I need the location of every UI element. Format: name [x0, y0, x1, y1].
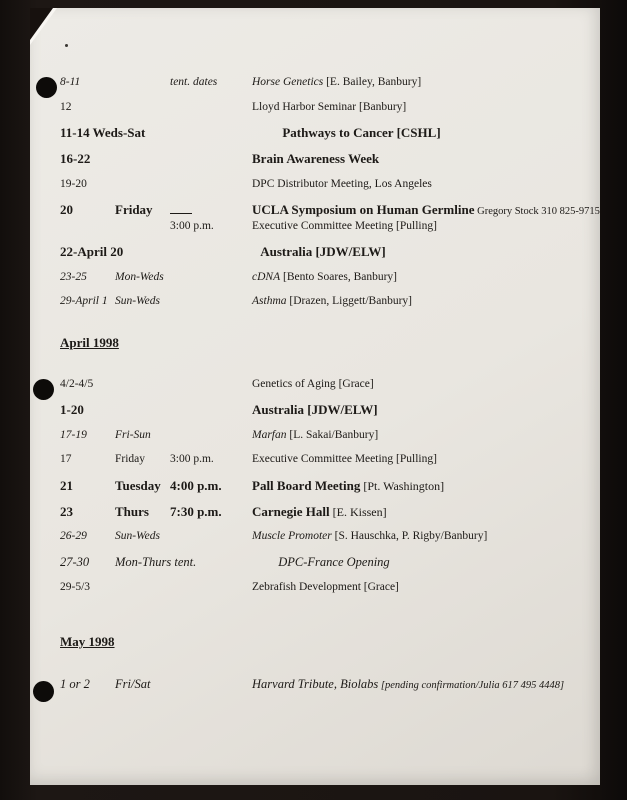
schedule-row [60, 453, 588, 467]
schedule-row [60, 378, 588, 392]
date-text: 17 [60, 453, 72, 466]
date-cell [60, 244, 123, 259]
date-text: 8-11 [60, 76, 81, 88]
date-cell [60, 677, 115, 692]
desc-cell [252, 504, 588, 519]
schedule-row [60, 555, 588, 570]
time-text: tent. dates [170, 76, 218, 88]
day-cell [115, 271, 170, 285]
hole-punch [36, 77, 57, 98]
day-cell [115, 295, 170, 309]
day-cell [115, 555, 196, 570]
day-cell [115, 530, 170, 544]
time-cell [170, 453, 252, 467]
desc-text: Executive Committee Meeting [252, 453, 394, 466]
desc-text: [S. Hauschka, P. Rigby/Banbury] [331, 530, 488, 543]
desc-cell [252, 677, 588, 692]
desc-text: DPC-France Opening [278, 554, 390, 569]
desc-cell [252, 429, 588, 443]
date-text: 21 [60, 477, 73, 493]
schedule-section [60, 76, 600, 309]
desc-text: [E. Bailey, Banbury] [323, 76, 422, 88]
date-text: 11-14 Weds-Sat [60, 125, 146, 141]
desc-cell [252, 478, 588, 493]
schedule-row [60, 151, 588, 166]
time-text: 7:30 p.m. [170, 504, 222, 520]
date-cell [60, 378, 115, 392]
desc-text: UCLA Symposium on Human Germline [252, 202, 475, 218]
desc-cell [252, 202, 600, 218]
schedule-row [60, 429, 588, 443]
section-heading: May 1998 [60, 634, 115, 650]
date-cell [60, 271, 115, 285]
desc-text: [Bento Soares, Banbury] [280, 270, 398, 283]
desc-text: Carnegie Hall [252, 504, 330, 520]
date-text: 22-April 20 [60, 244, 124, 260]
desc-text: Gregory Stock 310 825-9715 [474, 206, 600, 218]
day-cell [115, 478, 170, 493]
desc-cell [252, 76, 588, 90]
date-text: 19-20 [60, 177, 87, 190]
blank-line [170, 206, 192, 214]
date-cell [60, 125, 145, 140]
date-text: 17-19 [60, 428, 87, 441]
day-text: Sun-Weds [115, 295, 160, 308]
schedule-row [60, 504, 588, 519]
date-cell [60, 453, 115, 467]
desc-cell [252, 178, 588, 192]
desc-cell [260, 244, 588, 259]
desc-cell [252, 151, 588, 166]
desc-cell [252, 220, 588, 234]
desc-text: Horse Genetics [252, 76, 324, 88]
hole-punch [33, 681, 54, 702]
day-text: Fri/Sat [115, 677, 151, 692]
schedule-row [60, 271, 588, 285]
desc-text: cDNA [252, 270, 281, 283]
desc-text: Muscle Promoter [252, 530, 332, 543]
desc-text: Australia [252, 402, 304, 418]
date-cell [60, 504, 115, 519]
desc-cell [252, 453, 588, 467]
date-text: 26-29 [60, 530, 87, 543]
date-cell [60, 530, 115, 544]
schedule-section [60, 634, 588, 692]
schedule-row [60, 125, 588, 140]
desc-text: [JDW/ELW] [304, 402, 378, 418]
schedule-content [30, 8, 600, 693]
schedule-row [60, 530, 588, 544]
day-cell [115, 453, 170, 467]
time-text: 3:00 p.m. [170, 453, 214, 466]
desc-text: [Pulling] [393, 453, 437, 466]
date-cell [60, 402, 115, 417]
day-text: Mon-Weds [115, 270, 164, 283]
time-text: 4:00 p.m. [170, 477, 222, 493]
date-cell [60, 295, 115, 309]
day-text: Fri-Sun [115, 428, 151, 441]
schedule-row [60, 677, 588, 692]
desc-text: Genetics of Aging [252, 377, 336, 390]
day-text: Friday [115, 453, 146, 466]
desc-text: Harvard Tribute, Biolabs [252, 677, 379, 692]
desc-text: Pathways to Cancer [282, 125, 394, 141]
desc-text: Zebrafish Development [252, 580, 361, 593]
date-cell [60, 151, 115, 166]
desc-cell [278, 555, 588, 570]
desc-text: [Banbury] [356, 100, 407, 113]
date-text: 16-22 [60, 151, 91, 167]
date-cell [60, 581, 115, 595]
date-text: 23 [60, 504, 73, 520]
desc-cell [252, 295, 588, 309]
desc-text: [L. Sakai/Banbury] [286, 428, 379, 441]
date-text: 20 [60, 202, 73, 218]
desc-text: [CSHL] [393, 125, 441, 141]
desc-text: [Grace] [360, 580, 399, 593]
date-text: 12 [60, 100, 72, 113]
desc-text: Executive Committee Meeting [252, 219, 394, 232]
schedule-section [60, 335, 588, 595]
date-text: 1 or 2 [60, 677, 90, 692]
desc-cell [252, 271, 588, 285]
schedule-row [60, 220, 588, 234]
schedule-row [60, 202, 600, 218]
day-text: Sun-Weds [115, 530, 160, 543]
schedule-row [60, 244, 588, 259]
date-text: 1-20 [60, 402, 84, 418]
desc-text: Brain Awareness Week [252, 151, 380, 167]
ink-speck [65, 44, 68, 47]
day-cell [115, 677, 170, 692]
desc-text: Pall Board Meeting [252, 477, 361, 493]
day-cell [115, 429, 170, 443]
desc-text: [JDW/ELW] [312, 244, 386, 260]
desc-cell [252, 581, 588, 595]
section-heading: April 1998 [60, 334, 119, 350]
date-text: 29-April 1 [60, 295, 108, 308]
time-cell [170, 76, 252, 90]
schedule-row [60, 478, 588, 493]
desc-cell [252, 402, 588, 417]
desc-text: DPC Distributor Meeting, Los Angeles [252, 177, 432, 190]
desc-text: [Grace] [335, 377, 374, 390]
day-cell [115, 504, 170, 519]
date-cell [60, 76, 115, 90]
date-text: 29-5/3 [60, 580, 91, 593]
paper [30, 8, 600, 785]
date-cell [60, 202, 115, 217]
date-cell [60, 555, 115, 570]
day-text: Mon-Thurs tent. [115, 554, 197, 569]
desc-text: [E. Kissen] [329, 505, 387, 520]
desc-cell [252, 101, 588, 115]
desc-text: [Drazen, Liggett/Banbury] [286, 295, 412, 308]
hole-punch [33, 379, 54, 400]
desc-text: Marfan [252, 428, 287, 441]
date-text: 23-25 [60, 270, 87, 283]
time-cell [170, 202, 252, 217]
day-cell [115, 202, 170, 217]
desc-text: [Pulling] [393, 219, 437, 232]
day-text: Tuesday [115, 477, 161, 493]
desc-text: [pending confirmation/Julia 617 495 4448] [378, 680, 565, 692]
schedule-row [60, 76, 588, 90]
day-text: Friday [115, 202, 153, 218]
schedule-row [60, 402, 588, 417]
desc-cell [252, 378, 588, 392]
date-text: 4/2-4/5 [60, 377, 94, 390]
desc-text: Australia [260, 244, 313, 260]
schedule-row [60, 295, 588, 309]
schedule-row [60, 178, 588, 192]
time-text: 3:00 p.m. [170, 219, 214, 232]
desc-cell [252, 530, 588, 544]
date-text: 27-30 [60, 554, 90, 569]
desc-cell [282, 125, 588, 140]
time-cell [170, 220, 252, 234]
schedule-row [60, 101, 588, 115]
schedule-row [60, 581, 588, 595]
desc-text: Lloyd Harbor Seminar [252, 100, 357, 113]
day-text: Thurs [115, 504, 149, 520]
time-cell [170, 504, 252, 519]
date-cell [60, 101, 115, 115]
desc-text: Asthma [252, 295, 287, 308]
date-cell [60, 429, 115, 443]
date-cell [60, 478, 115, 493]
date-cell [60, 178, 115, 192]
desc-text: [Pt. Washington] [360, 478, 445, 493]
time-cell [170, 478, 252, 493]
